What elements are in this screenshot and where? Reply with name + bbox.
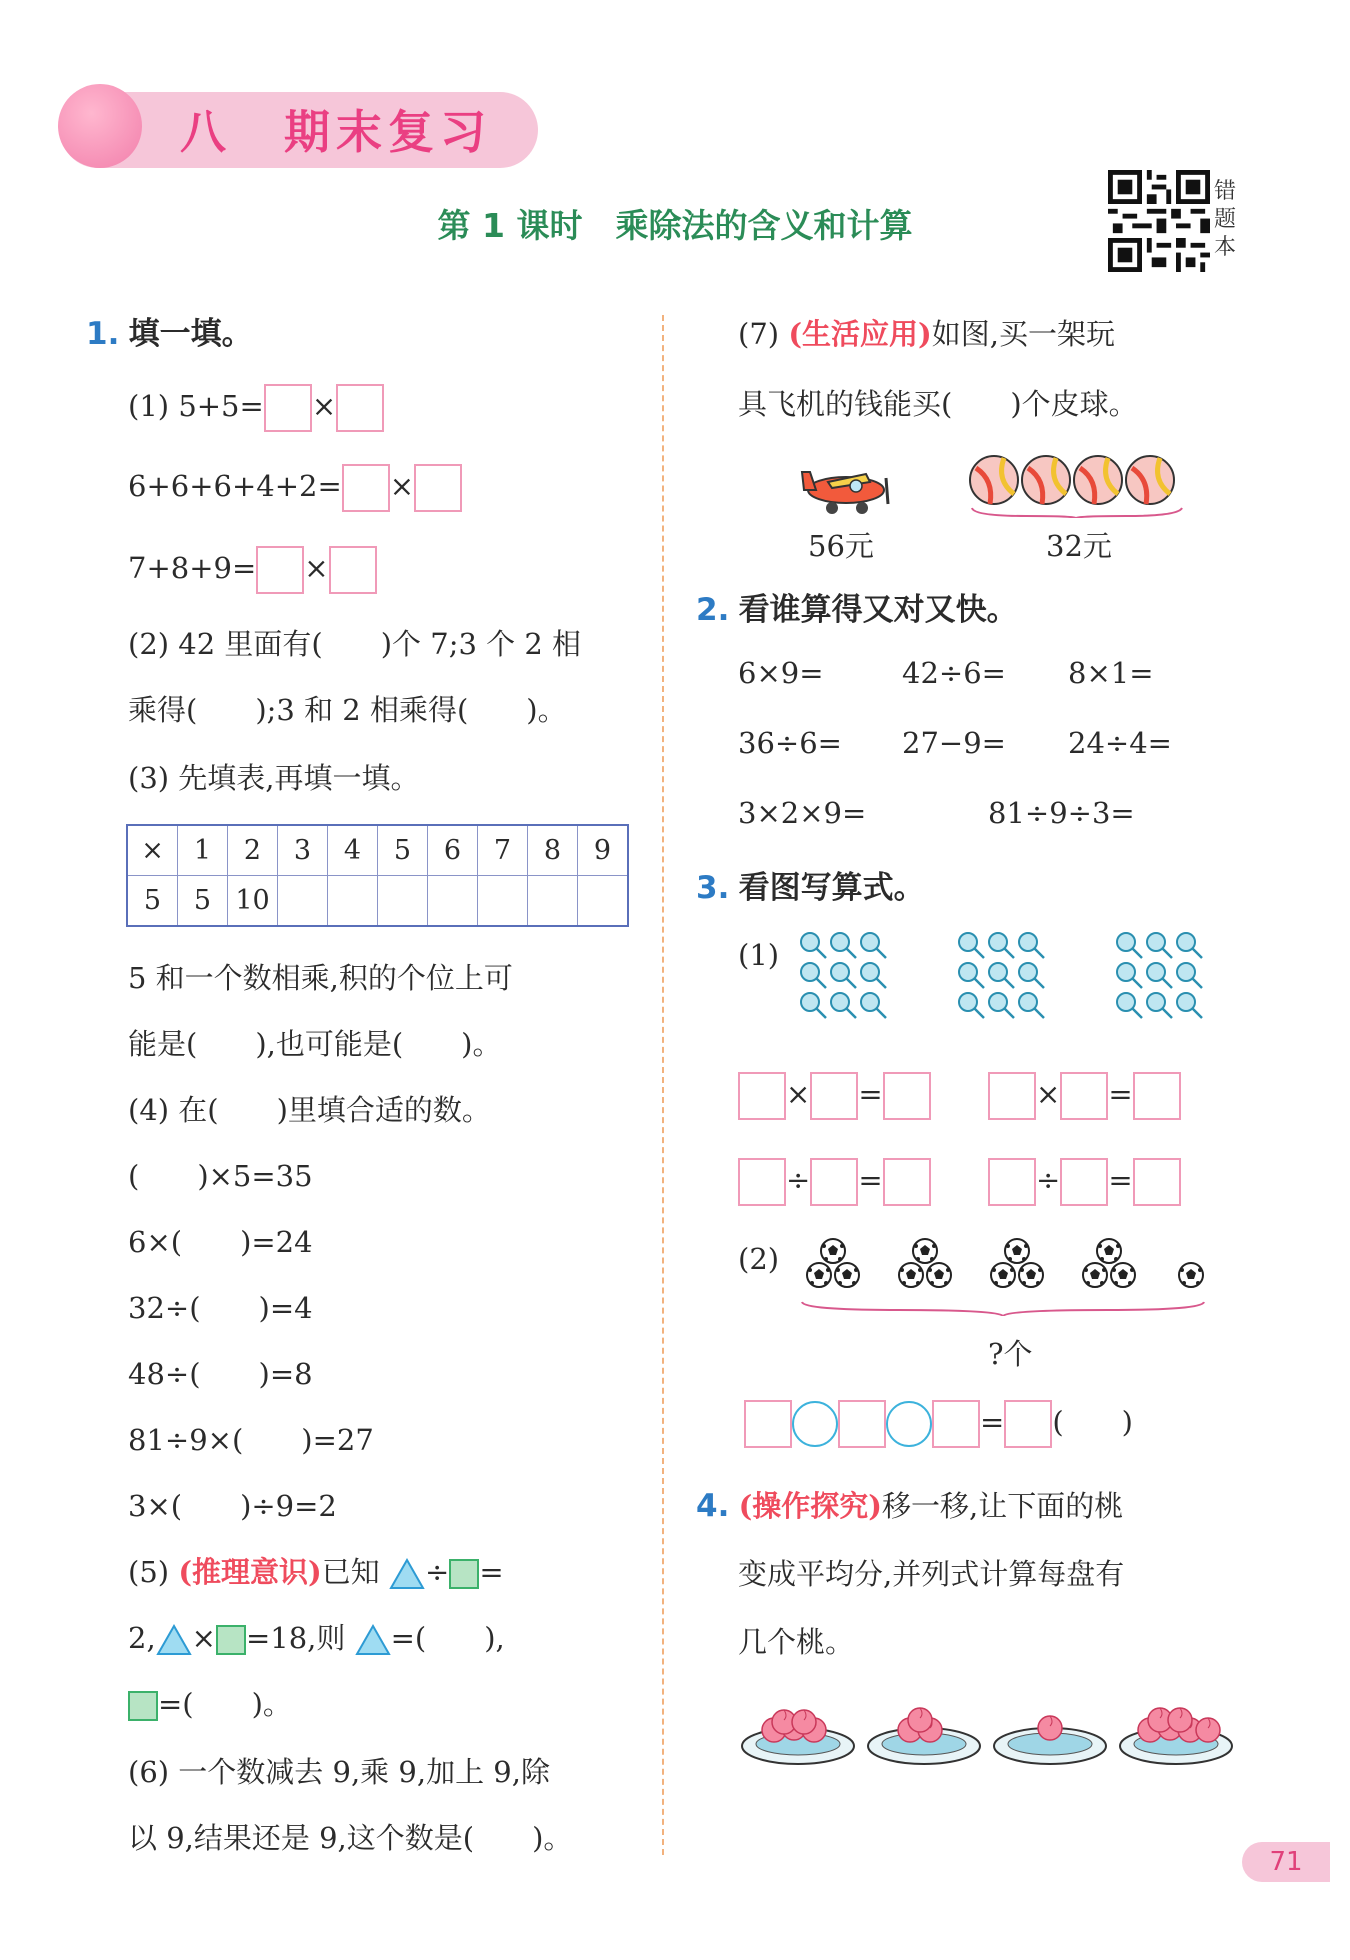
table-cell: 10: [228, 876, 278, 927]
square-icon: [449, 1559, 479, 1589]
equation-row-1b: × =: [988, 1072, 1181, 1120]
answer-box[interactable]: [883, 1072, 931, 1120]
part-2-line-1: (2) 42 里面有( )个 7;3 个 2 相: [128, 627, 582, 661]
plate-icon: [994, 1716, 1106, 1764]
table-cell: 6: [428, 825, 478, 876]
question-title: 看谁算得又对又快。: [738, 592, 1018, 628]
answer-box[interactable]: [336, 384, 384, 432]
answer-box[interactable]: [810, 1158, 858, 1206]
beach-ball-icon: [1022, 456, 1070, 504]
question-2-heading: [696, 584, 1018, 629]
question-4-line-2: 变成平均分,并列式计算每盘有: [738, 1557, 1125, 1591]
brace-icon: [972, 508, 1182, 518]
table-input-cell[interactable]: [578, 876, 629, 927]
fill-item: 32÷( )=4: [128, 1291, 313, 1325]
lollipop-icon: [1117, 933, 1202, 1018]
part-6-line-1: (6) 一个数减去 9,乘 9,加上 9,除: [128, 1755, 550, 1789]
answer-box[interactable]: [838, 1400, 886, 1448]
calc-item: 6×9=: [738, 656, 824, 690]
table-row: [127, 876, 628, 927]
part-1-line-a: (1) 5+5= ×: [128, 384, 384, 432]
table-cell: 5: [127, 876, 178, 927]
question-number: 1.: [86, 316, 120, 352]
answer-box[interactable]: [744, 1400, 792, 1448]
answer-box[interactable]: [414, 464, 462, 512]
plate-icon: [868, 1708, 980, 1764]
answer-box[interactable]: [1133, 1158, 1181, 1206]
answer-box[interactable]: [932, 1400, 980, 1448]
beach-ball-icon: [970, 456, 1018, 504]
mascot-icon: [58, 84, 142, 168]
beach-ball-icon: [1126, 456, 1174, 504]
table-cell: 8: [528, 825, 578, 876]
answer-box[interactable]: [329, 546, 377, 594]
fill-item: 6×( )=24: [128, 1225, 313, 1259]
fill-item: ( )×5=35: [128, 1159, 313, 1193]
plate-icon: [1120, 1708, 1232, 1764]
table-input-cell[interactable]: [528, 876, 578, 927]
part-7-line-2: 具飞机的钱能买( )个皮球。: [738, 387, 1138, 421]
lollipop-icon: [959, 933, 1044, 1018]
operator-circle[interactable]: [886, 1401, 932, 1447]
question-4-line-3: 几个桃。: [738, 1625, 855, 1659]
table-cell: 3: [278, 825, 328, 876]
soccer-ball-icon: [899, 1239, 951, 1287]
table-cell: ×: [127, 825, 178, 876]
answer-box[interactable]: [810, 1072, 858, 1120]
question-number: 2.: [696, 592, 730, 628]
soccer-ball-icon: [991, 1239, 1043, 1287]
question-number: 3.: [696, 870, 730, 906]
answer-box[interactable]: [256, 546, 304, 594]
reasoning-tag: (推理意识): [178, 1555, 322, 1589]
question-title: 填一填。: [128, 316, 253, 352]
answer-box[interactable]: [264, 384, 312, 432]
calc-item: 81÷9÷3=: [988, 796, 1135, 830]
answer-box[interactable]: [988, 1158, 1036, 1206]
answer-box[interactable]: [1060, 1072, 1108, 1120]
fill-item: 81÷9×( )=27: [128, 1423, 374, 1457]
calc-item: 3×2×9=: [738, 796, 867, 830]
mistake-book-label: 错题本: [1214, 179, 1237, 260]
triangle-icon: [389, 1558, 425, 1590]
answer-box[interactable]: [738, 1158, 786, 1206]
table-cell: 2: [228, 825, 278, 876]
multiplication-table: [126, 824, 629, 927]
beach-balls-group: [966, 452, 1192, 518]
answer-box[interactable]: [988, 1072, 1036, 1120]
lollipop-groups: [800, 930, 1220, 1040]
part-1-line-c: 7+8+9= ×: [128, 546, 377, 594]
peach-plates: [740, 1688, 1240, 1768]
plane-price: 56元: [808, 529, 874, 563]
question-4-line-1: 4. (操作探究)移一移,让下面的桃: [696, 1488, 1124, 1524]
answer-box[interactable]: [1060, 1158, 1108, 1206]
calc-item: 24÷4=: [1068, 726, 1172, 760]
equation-row-1: × =: [738, 1072, 931, 1120]
answer-box[interactable]: [342, 464, 390, 512]
equation-row-2: ÷ =: [738, 1158, 931, 1206]
table-cell: 1: [178, 825, 228, 876]
table-input-cell[interactable]: [278, 876, 328, 927]
table-input-cell[interactable]: [478, 876, 528, 927]
total-unknown-label: ?个: [988, 1337, 1033, 1371]
question-3-part-1-label: (1): [738, 938, 780, 972]
question-title: 看图写算式。: [738, 870, 925, 906]
answer-box[interactable]: [883, 1158, 931, 1206]
question-number: 4.: [696, 1488, 730, 1524]
part-5-line-1: (5) (推理意识)已知 ÷ =: [128, 1555, 504, 1589]
part-4-title: (4) 在( )里填合适的数。: [128, 1093, 491, 1127]
soccer-ball-groups: [798, 1236, 1218, 1316]
table-input-cell[interactable]: [378, 876, 428, 927]
toy-plane-icon: [788, 452, 896, 520]
calc-item: 36÷6=: [738, 726, 842, 760]
calc-item: 42÷6=: [902, 656, 1006, 690]
soccer-ball-icon: [1083, 1239, 1135, 1287]
plate-icon: [742, 1710, 854, 1764]
part-2-line-2: 乘得( );3 和 2 相乘得( )。: [128, 693, 567, 727]
operation-tag: (操作探究): [738, 1489, 883, 1523]
lollipop-icon: [801, 933, 886, 1018]
unit-title: 八 期末复习: [180, 105, 492, 159]
lesson-title: 第 1 课时 乘除法的含义和计算: [437, 206, 913, 245]
answer-box[interactable]: [738, 1072, 786, 1120]
question-3-part-2-label: (2): [738, 1242, 780, 1276]
part-1-line-b: 6+6+6+4+2= ×: [128, 464, 462, 512]
part-3-title: (3) 先填表,再填一填。: [128, 761, 420, 795]
equation-row-2b: ÷ =: [988, 1158, 1181, 1206]
part-3-line-2: 能是( ),也可能是( )。: [128, 1027, 502, 1061]
part-3-line-1: 5 和一个数相乘,积的个位上可: [128, 961, 513, 995]
soccer-ball-icon: [807, 1239, 859, 1287]
page-number: 71: [1242, 1842, 1330, 1882]
table-input-cell[interactable]: [428, 876, 478, 927]
life-application-tag: (生活应用): [788, 317, 932, 351]
equation-row-3: = ( ): [744, 1400, 1133, 1448]
table-cell: 4: [328, 825, 378, 876]
table-input-cell[interactable]: [328, 876, 378, 927]
table-header-row: [127, 825, 628, 876]
soccer-ball-icon: [1179, 1263, 1203, 1287]
triangle-icon: [156, 1624, 192, 1656]
balls-price: 32元: [1046, 529, 1112, 563]
answer-box[interactable]: [1133, 1072, 1181, 1120]
table-cell: 7: [478, 825, 528, 876]
fill-item: 48÷( )=8: [128, 1357, 313, 1391]
square-icon: [128, 1691, 158, 1721]
square-icon: [216, 1625, 246, 1655]
brace-icon: [802, 1302, 1204, 1316]
column-divider: [662, 315, 664, 1855]
table-cell: 5: [378, 825, 428, 876]
triangle-icon: [355, 1624, 391, 1656]
answer-box[interactable]: [1004, 1400, 1052, 1448]
calc-item: 27−9=: [902, 726, 1006, 760]
fill-item: 3×( )÷9=2: [128, 1489, 337, 1523]
question-3-heading: [696, 862, 925, 907]
question-1-heading: [86, 308, 253, 353]
operator-circle[interactable]: [792, 1401, 838, 1447]
part-7-line-1: (7) (生活应用)如图,买一架玩: [738, 317, 1115, 351]
part-6-line-2: 以 9,结果还是 9,这个数是( )。: [128, 1821, 573, 1855]
calc-item: 8×1=: [1068, 656, 1154, 690]
part-5-line-2: 2, × =18,则 =( ),: [128, 1621, 505, 1655]
table-cell: 5: [178, 876, 228, 927]
part-5-line-3: =( )。: [128, 1682, 292, 1723]
table-cell: 9: [578, 825, 629, 876]
qr-code-icon[interactable]: [1108, 170, 1210, 272]
beach-ball-icon: [1074, 456, 1122, 504]
